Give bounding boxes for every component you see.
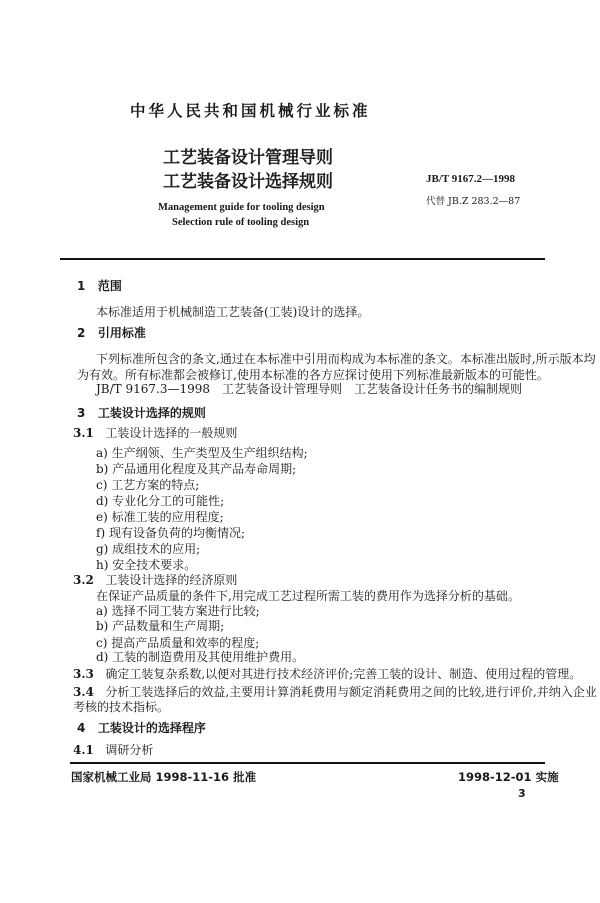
list-item: c) 工艺方案的特点; — [96, 478, 200, 492]
section-4-1-heading: 4.1 调研分析 — [73, 743, 154, 757]
section-2-para-line2: 为有效。所有标准都会被修订,使用本标准的各方应探讨使用下列标准最新版本的可能性。 — [77, 368, 549, 382]
section-2-heading: 2 引用标准 — [77, 326, 146, 340]
list-item: b) 产品通用化程度及其产品寿命周期; — [96, 462, 297, 476]
title-cn-line1: 工艺装备设计管理导则 — [163, 148, 333, 168]
footer-rule — [70, 762, 545, 764]
section-3-heading: 3 工装设计选择的规则 — [77, 406, 206, 420]
list-item: a) 选择不同工装方案进行比较; — [96, 604, 260, 618]
page-number: 3 — [518, 787, 526, 800]
replaces-note: 代替 JB.Z 283.2—87 — [426, 196, 521, 207]
section-1-heading: 1 范围 — [77, 279, 122, 293]
list-item: e) 标准工装的应用程度; — [96, 510, 224, 524]
list-item: f) 现有设备负荷的均衡情况; — [96, 526, 245, 540]
header-rule — [60, 258, 545, 260]
list-item: c) 提高产品质量和效率的程度; — [96, 636, 260, 650]
section-3-2-intro: 在保证产品质量的条件下,用完成工艺过程所需工装的费用作为选择分析的基础。 — [96, 589, 520, 603]
section-3-4: 3.4 分析工装选择后的效益,主要用计算消耗费用与额定消耗费用之间的比较,进行评价,并纳入企业 — [73, 685, 597, 699]
standard-code: JB/T 9167.2—1998 — [426, 173, 516, 185]
approval-date: 国家机械工业局 1998-11-16 批准 — [71, 770, 257, 784]
section-4-heading: 4 工装设计的选择程序 — [77, 721, 206, 735]
section-3-1-heading: 3.1 工装设计选择的一般规则 — [73, 426, 238, 440]
list-item: a) 生产纲领、生产类型及生产组织结构; — [96, 446, 308, 460]
list-item: d) 专业化分工的可能性; — [96, 494, 225, 508]
effective-date: 1998-12-01 实施 — [458, 770, 559, 784]
section-1-body: 本标准适用于机械制造工艺装备(工装)设计的选择。 — [96, 305, 370, 319]
section-2-para-line1: 下列标准所包含的条文,通过在本标准中引用而构成为本标准的条文。本标准出版时,所示版本均 — [96, 352, 596, 366]
list-item: d) 工装的制造费用及其使用维护费用。 — [96, 650, 305, 664]
list-item: b) 产品数量和生产周期; — [96, 619, 225, 633]
list-item: h) 安全技术要求。 — [96, 558, 197, 572]
title-cn-line2: 工艺装备设计选择规则 — [163, 172, 333, 192]
section-3-2-heading: 3.2 工装设计选择的经济原则 — [73, 573, 238, 587]
standard-category: 中华人民共和国机械行业标准 — [130, 102, 371, 120]
section-2-reference: JB/T 9167.3—1998 工艺装备设计管理导则 工艺装备设计任务书的编制规则 — [96, 382, 523, 396]
section-3-4-line2: 考核的技术指标。 — [73, 700, 170, 714]
list-item: g) 成组技术的应用; — [96, 542, 201, 556]
title-en-line1: Management guide for tooling design — [158, 202, 325, 213]
section-3-3: 3.3 确定工装复杂系数,以便对其进行技术经济评价;完善工装的设计、制造、使用过程的管理。 — [73, 667, 582, 681]
title-en-line2: Selection rule of tooling design — [172, 217, 310, 228]
